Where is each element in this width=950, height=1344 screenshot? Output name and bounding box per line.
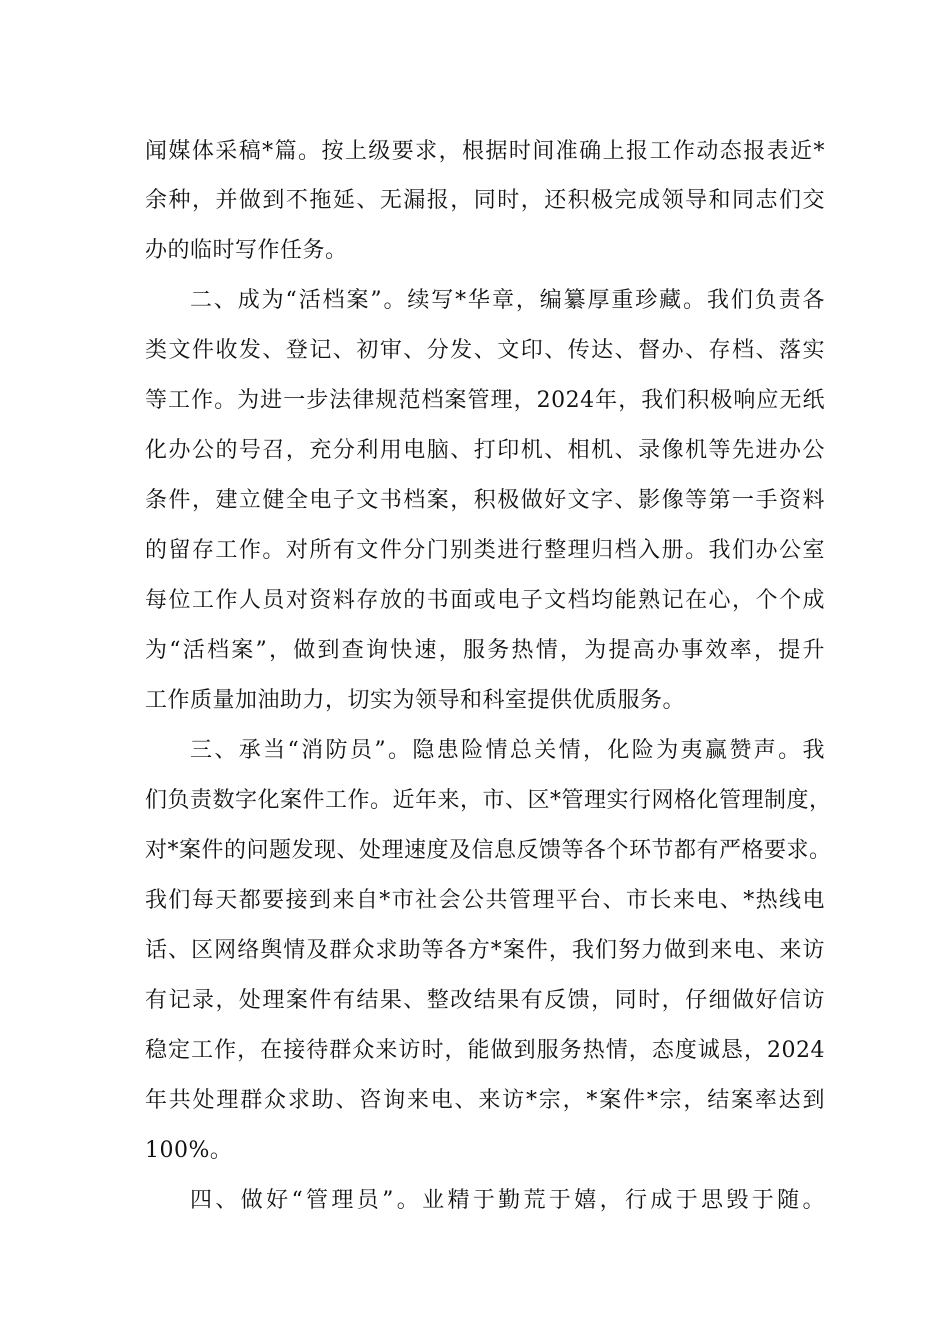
paragraph-1-line-3: 办的临时写作任务。: [145, 238, 348, 263]
paragraph-2-line-8: 为“活档案”，做到查询快速，服务热情，为提高办事效率，提升: [145, 638, 825, 663]
paragraph-2-line-5: 条件，建立健全电子文书档案，积极做好文字、影像等第一手资料: [145, 488, 825, 513]
paragraph-3-line-8: 年共处理群众求助、咨询来电、来访*宗，*案件*宗，结案率达到: [145, 1088, 825, 1113]
paragraph-3-line-2: 们负责数字化案件工作。近年来，市、区*管理实行网格化管理制度，: [145, 788, 832, 813]
paragraph-2-line-9: 工作质量加油助力，切实为领导和科室提供优质服务。: [145, 688, 686, 713]
paragraph-2-line-7: 每位工作人员对资料存放的书面或电子文档均能熟记在心，个个成: [145, 588, 825, 613]
paragraph-3-line-6: 有记录，处理案件有结果、整改结果有反馈，同时，仔细做好信访: [145, 988, 825, 1013]
paragraph-3-line-4: 我们每天都要接到来自*市社会公共管理平台、市长来电、*热线电: [145, 888, 825, 913]
paragraph-1-line-2: 余种，并做到不拖延、无漏报，同时，还积极完成领导和同志们交: [145, 188, 825, 213]
paragraph-1-line-1: 闻媒体采稿*篇。按上级要求，根据时间准确上报工作动态报表近*: [145, 139, 825, 164]
paragraph-2-line-2: 类文件收发、登记、初审、分发、文印、传达、督办、存档、落实: [145, 338, 825, 363]
paragraph-3-line-3: 对*案件的问题发现、处理速度及信息反馈等各个环节都有严格要求。: [145, 838, 832, 863]
paragraph-2-line-6: 的留存工作。对所有文件分门别类进行整理归档入册。我们办公室: [145, 538, 825, 563]
paragraph-2-line-4: 化办公的号召，充分利用电脑、打印机、相机、录像机等先进办公: [145, 438, 825, 463]
paragraph-3-line-7: 稳定工作，在接待群众来访时，能做到服务热情，态度诚恳，2024: [145, 1038, 825, 1063]
paragraph-4-heading-line: 四、做好“管理员”。业精于勤荒于嬉，行成于思毁于随。: [190, 1188, 825, 1213]
paragraph-2-heading-line: 二、成为“活档案”。续写*华章，编纂厚重珍藏。我们负责各: [190, 288, 825, 313]
paragraph-2-line-3: 等工作。为进一步法律规范档案管理，2024年，我们积极响应无纸: [145, 388, 825, 413]
paragraph-3-heading-line: 三、承当“消防员”。隐患险情总关情，化险为夷赢赞声。我: [190, 738, 825, 763]
paragraph-3-line-5: 话、区网络舆情及群众求助等各方*案件，我们努力做到来电、来访: [145, 938, 825, 963]
paragraph-3-line-9: 100%。: [145, 1138, 233, 1163]
